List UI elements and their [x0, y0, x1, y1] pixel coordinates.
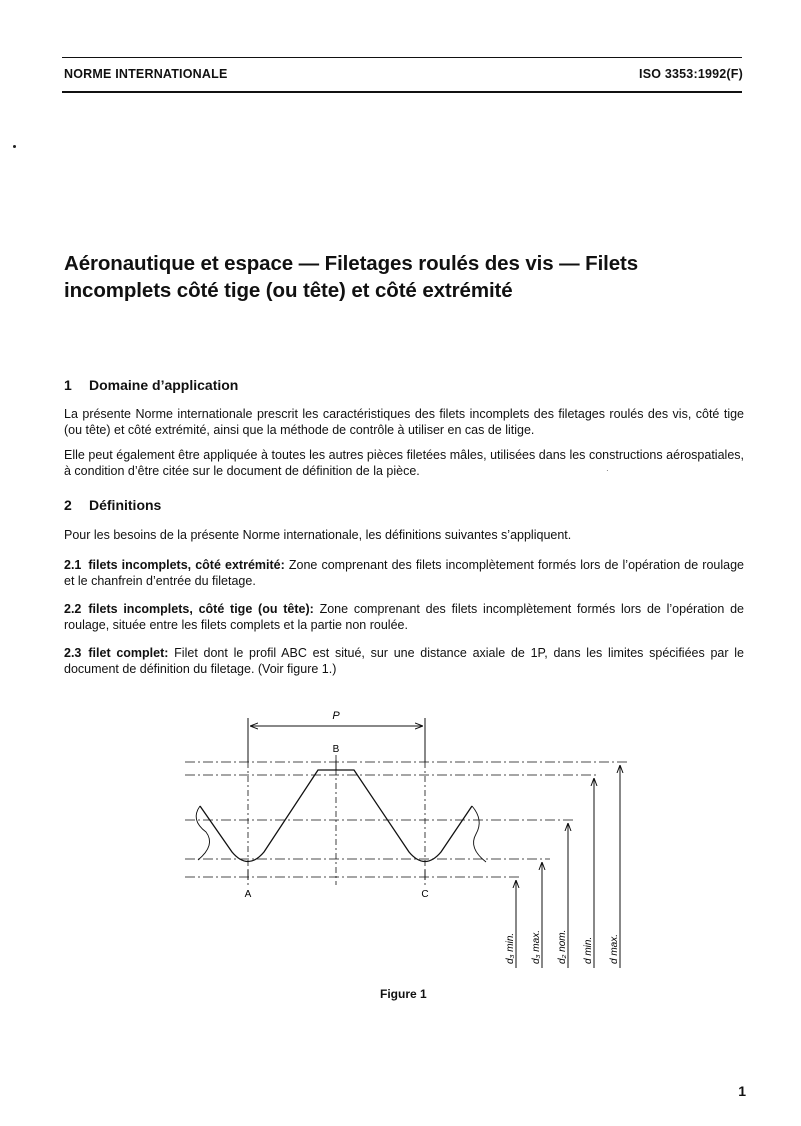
break-line-left — [196, 806, 209, 860]
d3-min-label: d₃ min. — [505, 932, 516, 964]
stray-mark: · — [606, 466, 609, 475]
document-title — [64, 250, 744, 304]
definition-2-1-number: 2.1 — [64, 558, 82, 572]
point-c-label: C — [421, 889, 429, 900]
thread-profile-figure — [180, 700, 640, 980]
section-1-heading — [64, 377, 238, 393]
definition-2-1 — [64, 557, 744, 589]
section-2-number: 2 — [64, 497, 72, 513]
d-max-label: d max. — [609, 933, 620, 964]
stray-dot — [13, 145, 16, 148]
top-rule — [62, 57, 742, 58]
section-1-title: Domaine d’application — [89, 377, 239, 393]
definition-2-2-text: Zone comprenant des filets incomplètement formés lors de l’opération de roulage, située entre les filets complets et la partie non roulée. — [64, 602, 744, 632]
point-a-label: A — [244, 889, 252, 900]
definition-2-3-number: 2.3 — [64, 646, 82, 660]
definition-2-1-text: Zone comprenant des filets incomplètement formés lors de l’opération de roulage et le chanfrein d’entrée du filetage. — [64, 558, 744, 588]
point-b-label: B — [332, 744, 340, 755]
header-rule — [62, 91, 742, 93]
pitch-label: P — [332, 710, 340, 722]
definition-2-2-term: filets incomplets, côté tige (ou tête): — [88, 602, 314, 616]
section-1-number: 1 — [64, 377, 72, 393]
definition-2-3-term: filet complet: — [88, 646, 169, 660]
section-2-heading — [64, 497, 161, 513]
figure-caption: Figure 1 — [380, 987, 427, 1001]
break-line-right — [472, 806, 486, 862]
thread-profile-diagram — [180, 700, 640, 980]
limit-lines — [185, 762, 628, 877]
d3-max-label: d₃ max. — [531, 930, 542, 964]
section-2-title: Définitions — [89, 497, 162, 513]
title-line-1: Aéronautique et espace — Filetages roulés des vis — Filets — [64, 252, 639, 275]
definition-2-2-number: 2.2 — [64, 602, 82, 616]
definition-2-3 — [64, 645, 744, 677]
definition-2-1-term: filets incomplets, côté extrémité: — [88, 558, 285, 572]
d2-nom-label: d₂ nom. — [557, 929, 568, 964]
definition-2-2 — [64, 601, 744, 633]
definition-2-3-text: Filet dont le profil ABC est situé, sur une distance axiale de 1P, dans les limites spécifiées par le document de définition du filetage. (Voir figure 1.) — [64, 646, 744, 676]
diameter-labels — [505, 930, 620, 964]
section-1-paragraph-1: La présente Norme internationale prescrit les caractéristiques des filets incomplets des filetages roulés des vis, côté tige (ou tête) et côté extrémité, ainsi que la méthode de contrôle à utiliser en cas de litige. — [64, 407, 744, 437]
title-line-2: incomplets côté tige (ou tête) et côté extrémité — [64, 279, 513, 302]
header-standard-type: NORME INTERNATIONALE — [64, 67, 228, 81]
d-min-label: d min. — [583, 936, 594, 964]
section-1-paragraph-2: Elle peut également être appliquée à toutes les autres pièces filetées mâles, utilisées dans les constructions aérospatiales, à condition d’être citée sur le document de définition de la pièce. — [64, 448, 744, 478]
page-number: 1 — [738, 1083, 746, 1099]
section-2-intro: Pour les besoins de la présente Norme internationale, les définitions suivantes s’appliquent. — [64, 528, 572, 542]
header-standard-number: ISO 3353:1992(F) — [639, 67, 743, 81]
